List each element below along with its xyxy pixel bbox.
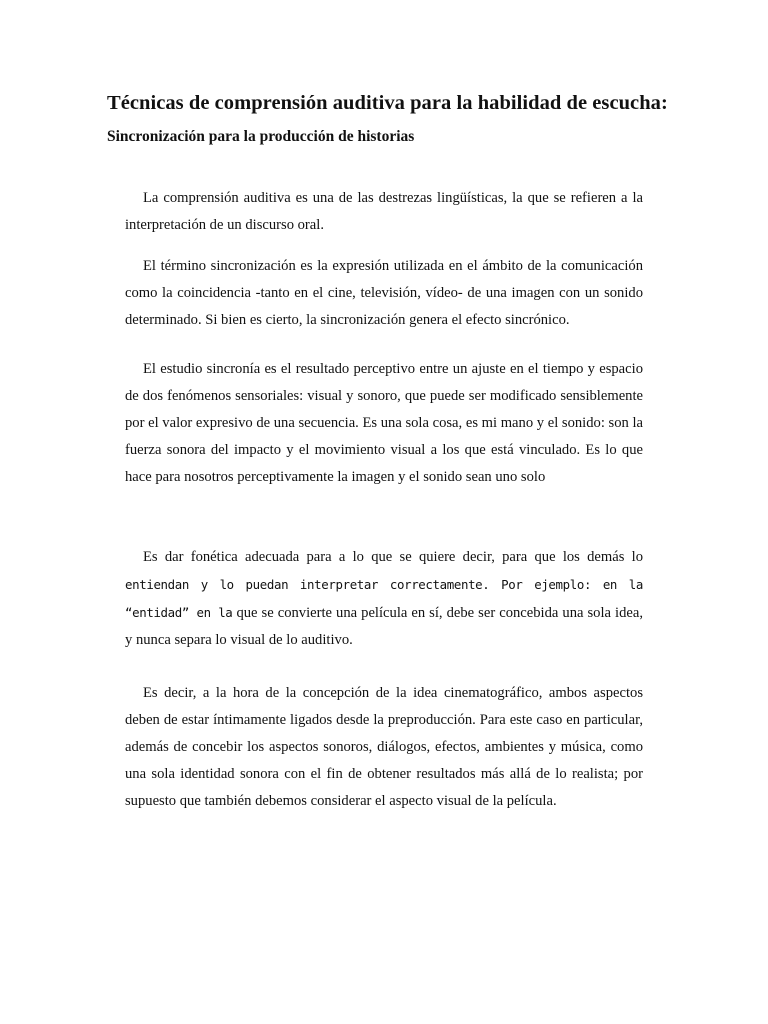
document-subtitle: Sincronización para la producción de historias (107, 128, 415, 145)
paragraph-4 (125, 544, 643, 654)
paragraph-2: El término sincronización es la expresión utilizada en el ámbito de la comunicación como la coincidencia -tanto en el cine, televisión, vídeo- de una imagen con un sonido determinado. Si bien es cierto, la sincronización genera el efecto sincrónico. (125, 258, 643, 328)
paragraph-1: La comprensión auditiva es una de las destrezas lingüísticas, la que se refieren a la interpretación de un discurso oral. (125, 190, 643, 233)
document-title: Técnicas de comprensión auditiva para la habilidad de escucha: (107, 92, 668, 114)
paragraph-4-mono-run: entiendan y lo puedan interpretar correctamente. Por ejemplo: en la “entidad” en la (125, 577, 643, 620)
paragraph-5: Es decir, a la hora de la concepción de la idea cinematográfico, ambos aspectos deben de estar íntimamente ligados desde la preproducción. Para este caso en particular, además de concebir los aspectos sonoros, diálogos, efectos, ambientes y música, como una sola identidad sonora con el fin de obtener resultados más allá de lo realista; por supuesto que también debemos considerar el aspecto visual de la película. (125, 685, 643, 809)
paragraph-4-end: que se convierte una película en sí, debe ser concebida una sola idea, y nunca separa lo visual de lo auditivo. (125, 605, 643, 648)
paragraph-3: El estudio sincronía es el resultado perceptivo entre un ajuste en el tiempo y espacio de dos fenómenos sensoriales: visual y sonoro, que puede ser modificado sensiblemente por el valor expresivo de una secuencia. Es una sola cosa, es mi mano y el sonido: son la fuerza sonora del impacto y el movimiento visual a los que está vinculado. Es lo que hace para nosotros perceptivamente la imagen y el sonido sean uno solo (125, 361, 643, 485)
paragraph-4-start: Es dar fonética adecuada para a lo que se quiere decir, para que los demás lo (143, 549, 643, 565)
